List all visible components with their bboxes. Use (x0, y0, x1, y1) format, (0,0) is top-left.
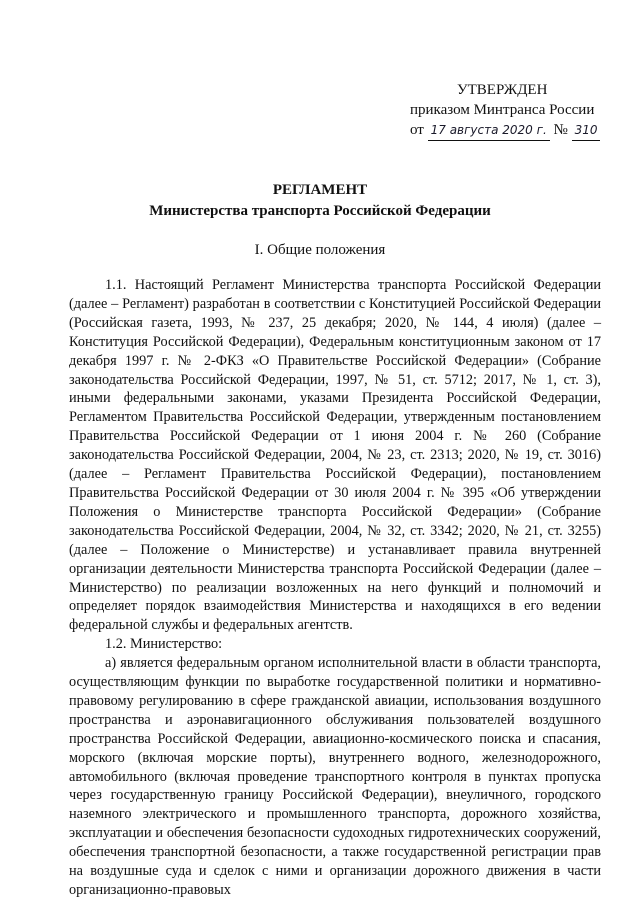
document-title (0, 180, 640, 222)
section-heading: I. Общие положения (254, 242, 386, 258)
approval-from-prefix: от (410, 122, 424, 138)
approval-stamp-block (410, 80, 610, 141)
title-line-2: Министерства транспорта Российской Федерации (149, 203, 491, 219)
approval-number-handwritten: 310 (572, 120, 601, 141)
approval-title: УТВЕРЖДЕН (457, 82, 548, 98)
document-body (69, 276, 601, 900)
approval-order-line: приказом Минтранса России (410, 102, 595, 118)
paragraph-1-2: 1.2. Министерство: (105, 636, 223, 653)
approval-number-prefix: № (553, 122, 568, 138)
paragraph-1-2-a: а) является федеральным органом исполнительной власти в области транспорта, осуществляющим функции по выработке государственной политики и нормативно-правовому регулированию в сфере гражданской авиации, использования воздушного пространства и аэронавигационного обслуживания пользователей воздушного пространства Российской Федерации, авиационно-космического поиска и спасания, морского (включая морские порты), внутреннего водного, железнодорожного, автомобильного (включая проведение транспортного контроля в пунктах пропуска через государственную границу Российской Федерации), внеуличного, городского наземного электрического и промышленного транспорта, дорожного хозяйства, эксплуатации и обеспечения безопасности судоходных гидротехнических сооружений, обеспечения транспортной безопасности, а также государственной регистрации прав на воздушные суда и сделок с ними и организации дорожного движения в части организационно-правовых (69, 655, 601, 898)
approval-date-handwritten: 17 августа 2020 г. (428, 120, 550, 141)
title-line-1: РЕГЛАМЕНТ (272, 182, 368, 198)
paragraph-1-1: 1.1. Настоящий Регламент Министерства транспорта Российской Федерации (далее – Регламент) разработан в соответствии с Конституцией Российской Федерации (Российская газета, 1993, № 237, 25 декабря; 2020, № 144, 4 июля) (далее – Конституция Российской Федерации), Федеральным конституционным законом от 17 декабря 1997 г. № 2-ФКЗ «О Правительстве Российской Федерации» (Собрание законодательства Российской Федерации, 1997, № 51, ст. 5712; 2017, № 1, ст. 3), иными федеральными законами, указами Президента Российской Федерации, Регламентом Правительства Российской Федерации, утвержденным постановлением Правительства Российской Федерации от 1 июня 2004 г. № 260 (Собрание законодательства Российской Федерации, 2004, № 23, ст. 2313; 2020, № 19, ст. 3016) (далее – Регламент Правительства Российской Федерации), постановлением Правительства Российской Федерации от 30 июля 2004 г. № 395 «Об утверждении Положения о Министерстве транспорта Российской Федерации» (Собрание законодательства Российской Федерации, 2004, № 32, ст. 3342; 2020, № 21, ст. 3255) (далее – Положение о Министерстве) и устанавливает правила внутренней организации деятельности Министерства транспорта Российской Федерации (далее – Министерство) по реализации возложенных на него функций и полномочий и определяет порядок взаимодействия Министерства и находящихся в его ведении федеральной службы и федеральных агентств. (69, 277, 601, 634)
approval-date-line (410, 120, 610, 141)
